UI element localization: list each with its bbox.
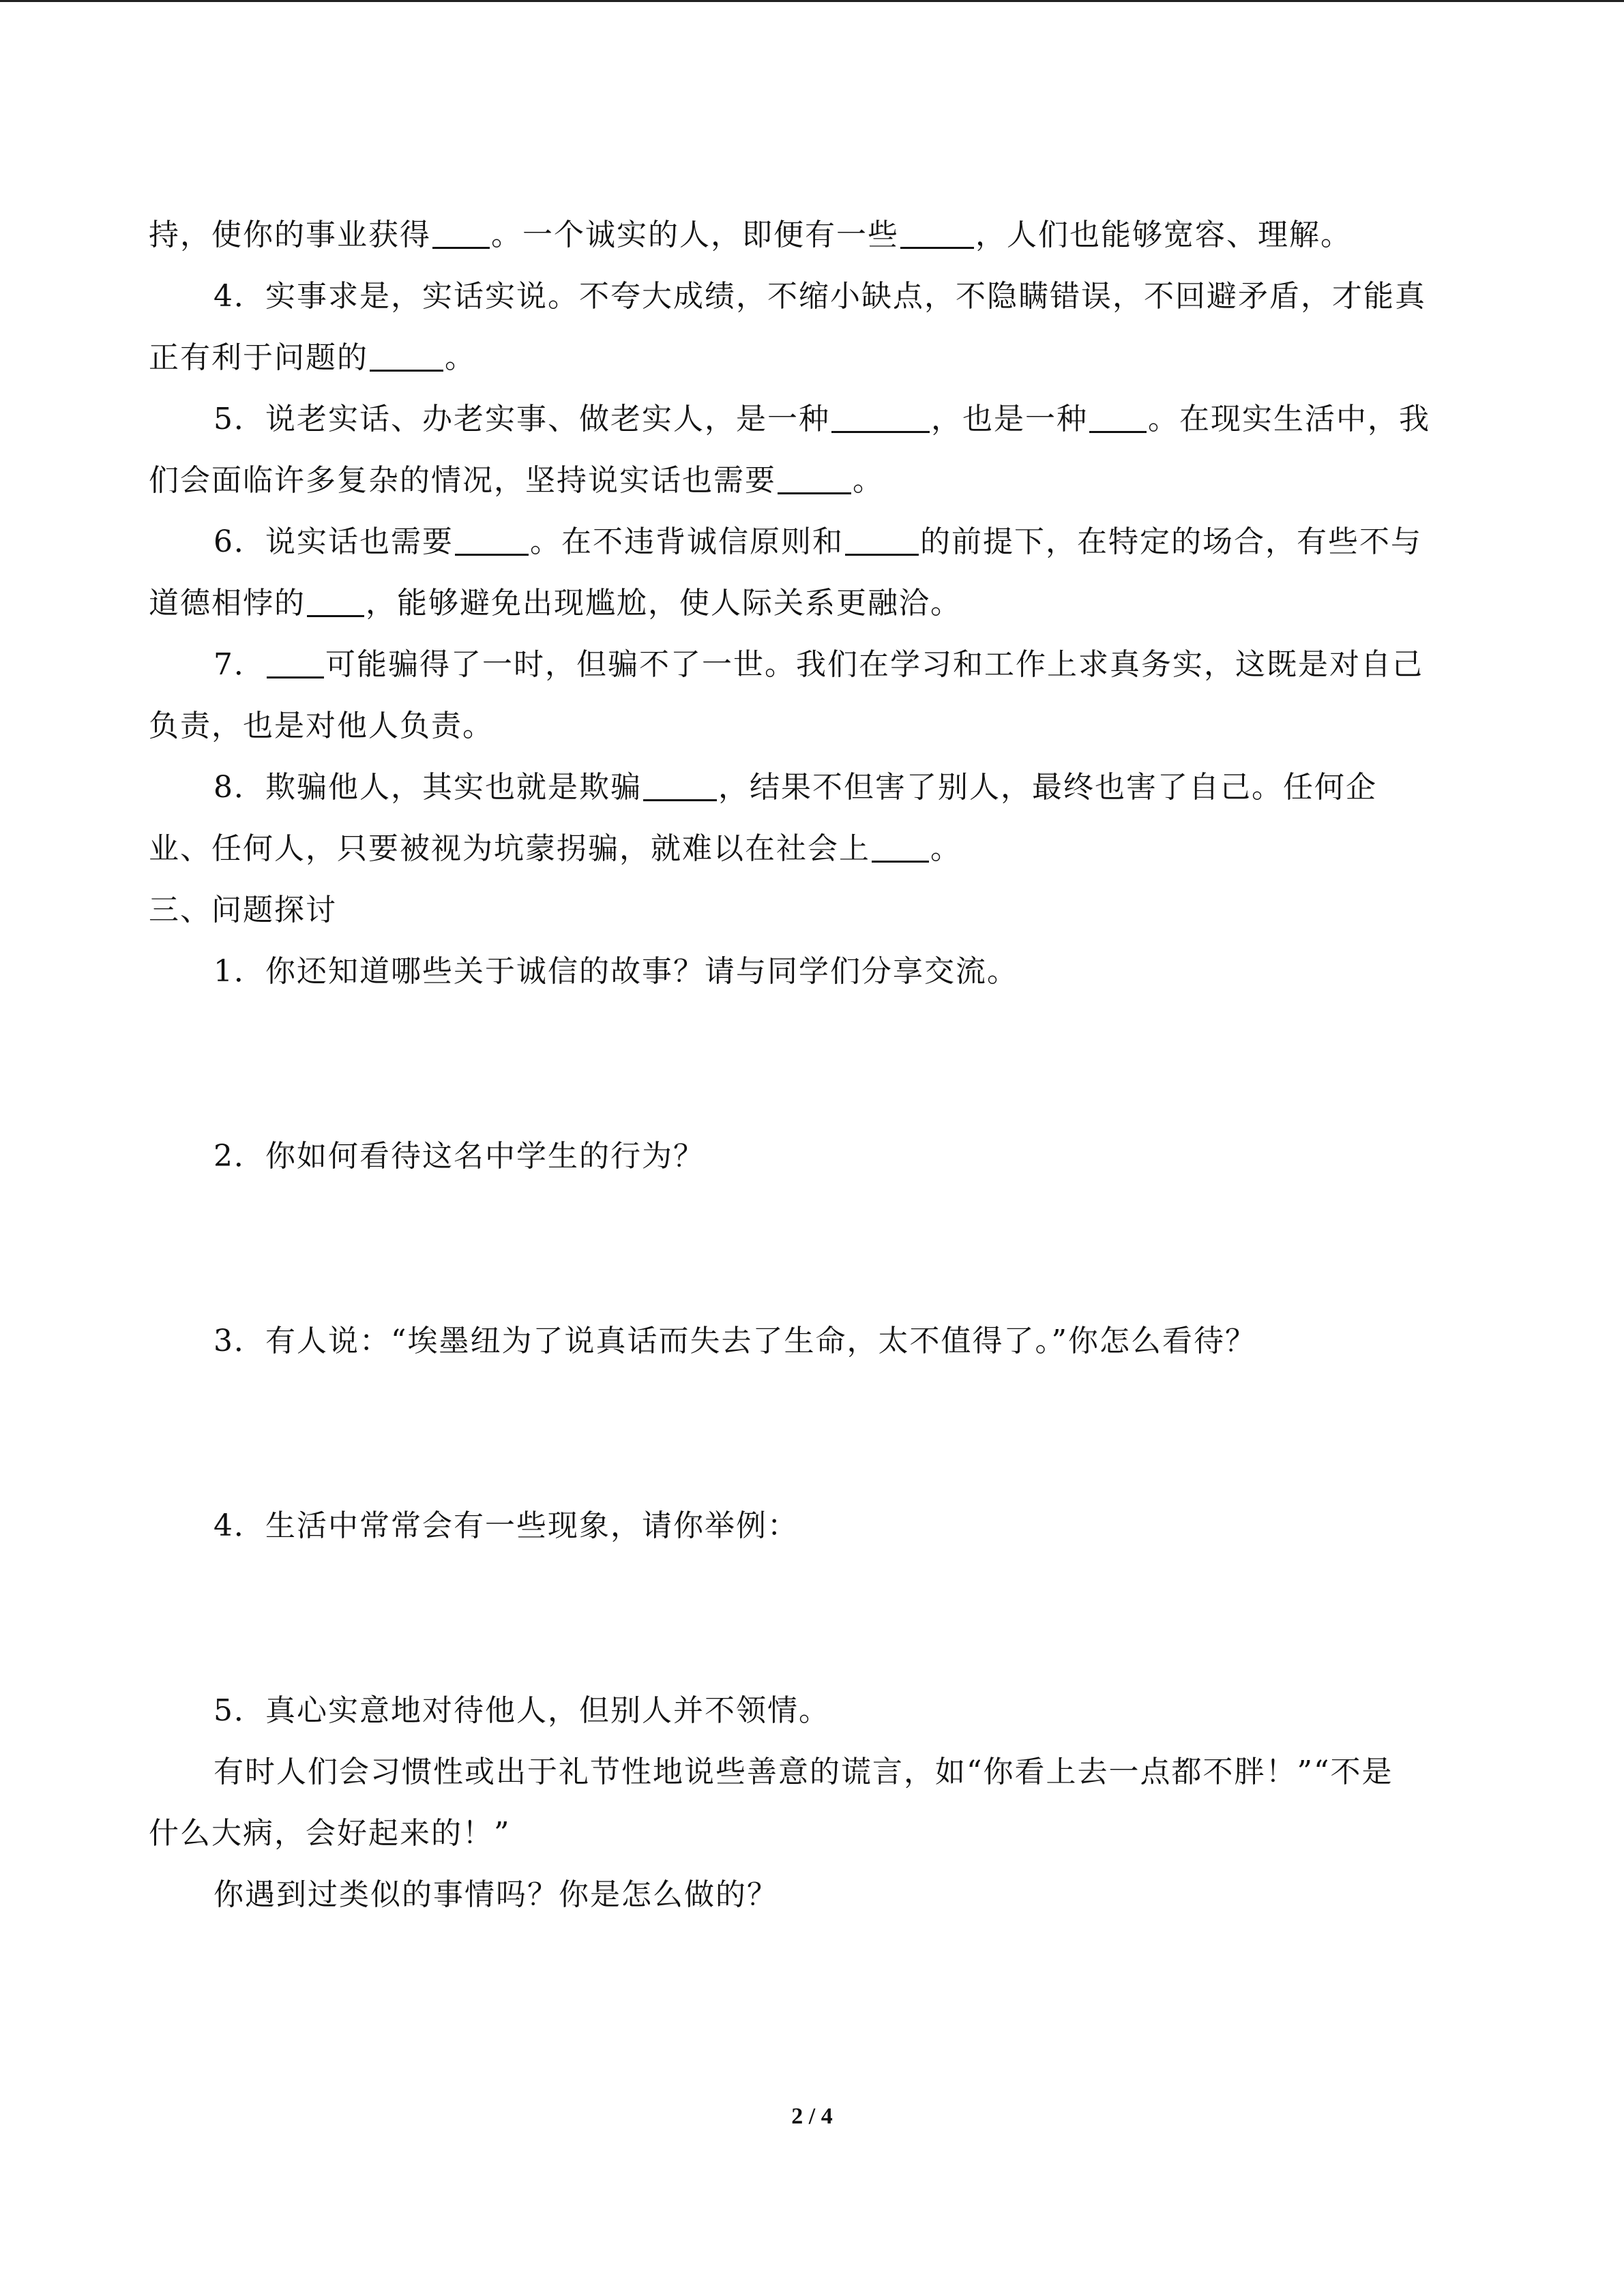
fill-blank[interactable] [1089, 397, 1147, 433]
text-fragment: ，也是一种 [931, 402, 1088, 436]
continuation-line [149, 205, 1475, 266]
fill-blank[interactable] [432, 213, 490, 249]
item-5-line-1 [149, 389, 1475, 450]
item-5-line-2 [149, 450, 1475, 511]
text-fragment: ，人们也能够宽容、理解。 [975, 218, 1352, 252]
question-5: 5．真心实意地对待他人，但别人并不领情。 [213, 1693, 830, 1728]
fill-blank[interactable] [900, 213, 974, 249]
text-fragment: 们会面临许多复杂的情况，坚持说实话也需要 [149, 463, 776, 498]
paragraph-1-line-2: 什么大病，会好起来的！” [149, 1816, 511, 1851]
question-3: 3．有人说：“埃墨纽为了说真话而失去了生命，太不值得了。”你怎么看待？ [213, 1324, 1256, 1358]
paragraph-2: 你遇到过类似的事情吗？你是怎么做的？ [213, 1877, 778, 1912]
fill-blank[interactable] [872, 826, 929, 863]
fill-blank[interactable] [455, 520, 529, 556]
text-fragment: 。在现实生活中，我 [1148, 402, 1430, 436]
text-fragment: 。 [445, 340, 476, 375]
text-fragment: 。一个诚实的人，即便有一些 [491, 218, 899, 252]
fill-blank[interactable] [778, 458, 851, 494]
page-number: 2 / 4 [791, 2104, 833, 2129]
text-fragment: 7． [213, 647, 265, 682]
item-7-line-1 [149, 634, 1475, 696]
text-fragment: ，结果不但害了别人，最终也害了自己。任何企 [718, 770, 1377, 805]
text-fragment: 的前提下，在特定的场合，有些不与 [920, 524, 1422, 559]
fill-blank[interactable] [307, 581, 364, 617]
section-heading: 三、问题探讨 [149, 893, 337, 927]
fill-blank[interactable] [643, 765, 717, 801]
item-6-line-2 [149, 573, 1475, 634]
text-fragment: 持，使你的事业获得 [149, 218, 431, 252]
fill-blank[interactable] [267, 642, 324, 679]
text-fragment: 6．说实话也需要 [213, 524, 454, 559]
question-1: 1．你还知道哪些关于诚信的故事？请与同学们分享交流。 [213, 954, 1018, 989]
fill-blank[interactable] [845, 520, 919, 556]
fill-blank[interactable] [831, 397, 930, 433]
item-8-line-1 [149, 757, 1475, 818]
text-fragment: 道德相悖的 [149, 586, 306, 621]
fill-blank[interactable] [370, 336, 443, 372]
text-fragment: 5．说老实话、办老实事、做老实人，是一种 [213, 402, 830, 436]
question-4: 4．生活中常常会有一些现象，请你举例： [213, 1508, 799, 1543]
text-fragment: 可能骗得了一时，但骗不了一世。我们在学习和工作上求真务实，这既是对自己 [325, 647, 1423, 682]
text-fragment: ，能够避免出现尴尬，使人际关系更融洽。 [366, 586, 962, 621]
answer-space[interactable] [149, 1187, 1475, 1311]
top-border-line [0, 0, 1624, 2]
answer-space[interactable] [149, 1002, 1475, 1126]
question-2: 2．你如何看待这名中学生的行为？ [213, 1139, 705, 1174]
text-fragment: 。在不违背诚信原则和 [530, 524, 844, 559]
paragraph-1-line-1: 有时人们会习惯性或出于礼节性地说些善意的谎言，如“你看上去一点都不胖！”“不是 [213, 1755, 1393, 1789]
item-7-line-2: 负责，也是对他人负责。 [149, 709, 494, 743]
item-4-line-2 [149, 327, 1475, 389]
text-fragment: 8．欺骗他人，其实也就是欺骗 [213, 770, 642, 805]
answer-space[interactable] [149, 1372, 1475, 1495]
item-6-line-1 [149, 511, 1475, 573]
text-fragment: 业、任何人，只要被视为坑蒙拐骗，就难以在社会上 [149, 831, 870, 866]
text-fragment: 。 [853, 463, 884, 498]
answer-space[interactable] [149, 1557, 1475, 1680]
item-4-line-1: 4．实事求是，实话实说。不夸大成绩，不缩小缺点，不隐瞒错误，不回避矛盾，才能真 [213, 279, 1426, 314]
text-fragment: 正有利于问题的 [149, 340, 368, 375]
text-fragment: 。 [930, 831, 962, 866]
item-8-line-2 [149, 818, 1475, 880]
worksheet-body [149, 205, 1475, 1926]
